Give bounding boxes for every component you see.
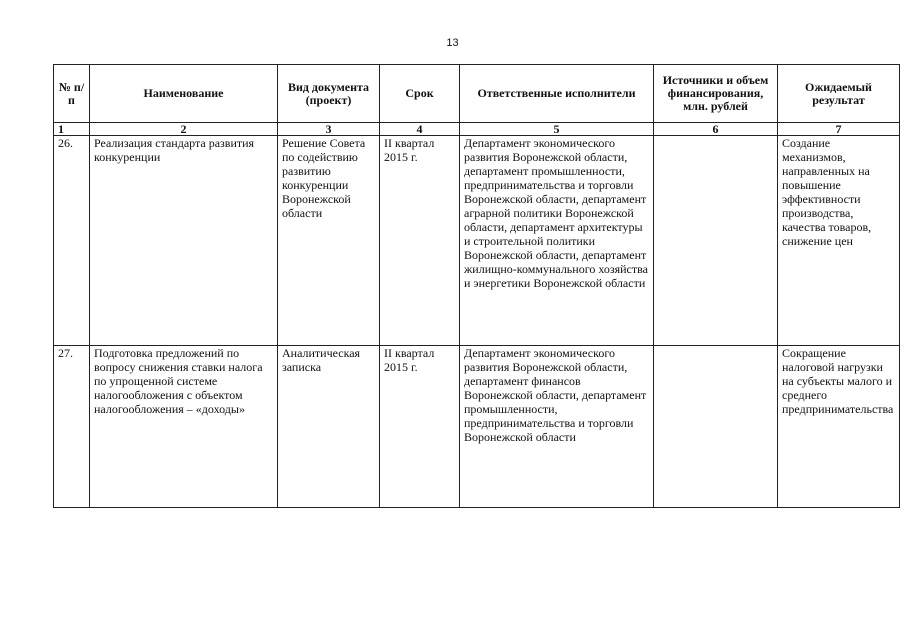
row-result: Создание механизмов, направленных на повышение эффективности производства, качества товаров, снижение цен xyxy=(778,136,900,346)
row-term: II квартал 2015 г. xyxy=(380,346,460,508)
column-number: 4 xyxy=(380,123,460,136)
header-row xyxy=(54,65,900,123)
row-doc-type: Решение Совета по содействию развитию конкуренции Воронежской области xyxy=(278,136,380,346)
table-row xyxy=(54,346,900,508)
row-result: Сокращение налоговой нагрузки на субъекты малого и среднего предпринимательства xyxy=(778,346,900,508)
header-responsible: Ответственные исполнители xyxy=(460,65,654,123)
row-number: 26. xyxy=(54,136,90,346)
column-number: 6 xyxy=(654,123,778,136)
header-term: Срок xyxy=(380,65,460,123)
action-plan-table xyxy=(53,64,900,508)
header-num: № п/п xyxy=(54,65,90,123)
column-number: 7 xyxy=(778,123,900,136)
row-name: Подготовка предложений по вопросу снижения ставки налога по упрощенной системе налогообложения с объектом налогообложения – «доходы» xyxy=(90,346,278,508)
row-responsible: Департамент экономического развития Воронежской области, департамент промышленности, предпринимательства и торговли Воронежской области, департамент аграрной политики Воронежской области, департамент архитектуры и строительной политики Воронежской области, департамент жилищно-коммунального хозяйства и энергетики Воронежской области xyxy=(460,136,654,346)
header-name: Наименование xyxy=(90,65,278,123)
row-name: Реализация стандарта развития конкуренции xyxy=(90,136,278,346)
row-term: II квартал 2015 г. xyxy=(380,136,460,346)
row-funding xyxy=(654,136,778,346)
header-result: Ожидаемый результат xyxy=(778,65,900,123)
column-number: 1 xyxy=(54,123,90,136)
row-responsible: Департамент экономического развития Воронежской области, департамент финансов Воронежской области, департамент промышленности, предпринимательства и торговли Воронежской области xyxy=(460,346,654,508)
table-row xyxy=(54,136,900,346)
header-funding: Источники и объем финансирования, млн. рублей xyxy=(654,65,778,123)
page-number: 13 xyxy=(446,37,459,49)
header-doc-type: Вид документа (проект) xyxy=(278,65,380,123)
row-funding xyxy=(654,346,778,508)
row-doc-type: Аналитическая записка xyxy=(278,346,380,508)
column-number: 3 xyxy=(278,123,380,136)
column-number: 2 xyxy=(90,123,278,136)
column-number: 5 xyxy=(460,123,654,136)
row-number: 27. xyxy=(54,346,90,508)
column-number-row xyxy=(54,123,900,136)
